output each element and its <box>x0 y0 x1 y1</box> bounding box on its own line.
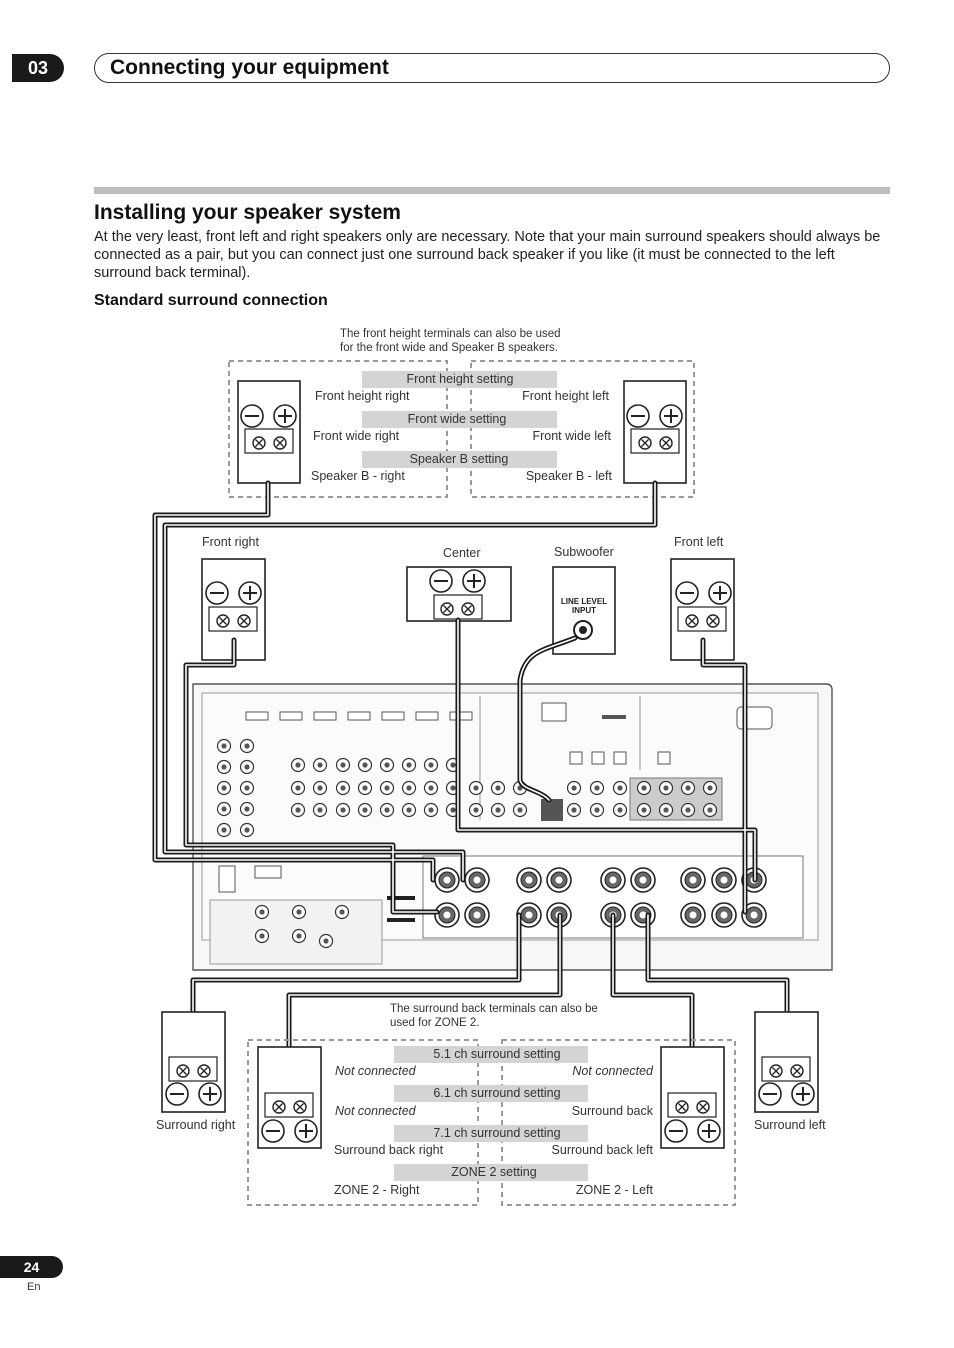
surround-right-label: Surround right <box>156 1118 236 1132</box>
speaker-b-left-label: Speaker B - left <box>525 469 612 483</box>
page-number-badge <box>0 1256 63 1278</box>
ch71-setting: 7.1 ch surround setting <box>433 1126 561 1140</box>
speaker-b-setting: Speaker B setting <box>409 452 509 466</box>
chapter-number: 03 <box>27 57 49 78</box>
bottom-note-line1: The surround back terminals can also be <box>390 1003 598 1015</box>
speaker-b-right-label: Speaker B - right <box>311 469 405 483</box>
not-connected-right-61: Not connected <box>335 1104 416 1118</box>
front-height-left-label: Front height left <box>522 389 609 403</box>
surround-right-speaker <box>162 1012 225 1112</box>
front-right-label: Front right <box>202 535 259 549</box>
surround-back-left-label: Surround back left <box>551 1143 653 1157</box>
front-wide-right-label: Front wide right <box>313 429 400 443</box>
surround-back-label: Surround back <box>571 1104 653 1118</box>
front-height-setting: Front height setting <box>406 372 514 386</box>
page-number: 24 <box>23 1259 40 1275</box>
av-receiver-rear-panel <box>193 684 832 970</box>
zone2-right-label: ZONE 2 - Right <box>334 1183 420 1197</box>
not-connected-left: Not connected <box>572 1064 653 1078</box>
front-height-right-label: Front height right <box>315 389 410 403</box>
center-speaker <box>407 567 511 621</box>
ch51-setting: 5.1 ch surround setting <box>433 1047 561 1061</box>
front-height-right-speaker <box>238 381 300 483</box>
line-level-input-label-2: INPUT <box>572 606 596 615</box>
section-title: Installing your speaker system <box>94 201 401 224</box>
chapter-title: Connecting your equipment <box>110 56 389 79</box>
center-label: Center <box>443 546 481 560</box>
subsection-title: Standard surround connection <box>94 292 328 309</box>
front-wide-left-label: Front wide left <box>532 429 611 443</box>
front-height-left-speaker <box>624 381 686 483</box>
page-language: En <box>27 1281 41 1293</box>
surround-left-label: Surround left <box>754 1118 826 1132</box>
zone2-left-label: ZONE 2 - Left <box>575 1183 653 1197</box>
front-wide-setting: Front wide setting <box>407 412 507 426</box>
ch61-setting: 6.1 ch surround setting <box>433 1086 561 1100</box>
surround-left-speaker <box>755 1012 818 1112</box>
bottom-note-line2: used for ZONE 2. <box>390 1017 480 1029</box>
section-intro: At the very least, front left and right speakers only are necessary. Note that your main surround speakers should always be connected as a pair, but you can connect just one surround back speaker if you like (it must be connected to the left surround back terminal). <box>94 229 881 281</box>
surround-back-left-speaker <box>661 1047 724 1148</box>
top-note-line2: for the front wide and Speaker B speakers. <box>340 342 558 354</box>
line-level-input-label-1: LINE LEVEL <box>560 597 608 606</box>
surround-back-right-label: Surround back right <box>334 1143 444 1157</box>
zone2-setting: ZONE 2 setting <box>451 1165 537 1179</box>
top-note-line1: The front height terminals can also be used <box>340 328 561 340</box>
front-left-label: Front left <box>674 535 724 549</box>
surround-back-right-speaker <box>258 1047 321 1148</box>
subwoofer-label: Subwoofer <box>554 545 614 559</box>
not-connected-right: Not connected <box>335 1064 416 1078</box>
